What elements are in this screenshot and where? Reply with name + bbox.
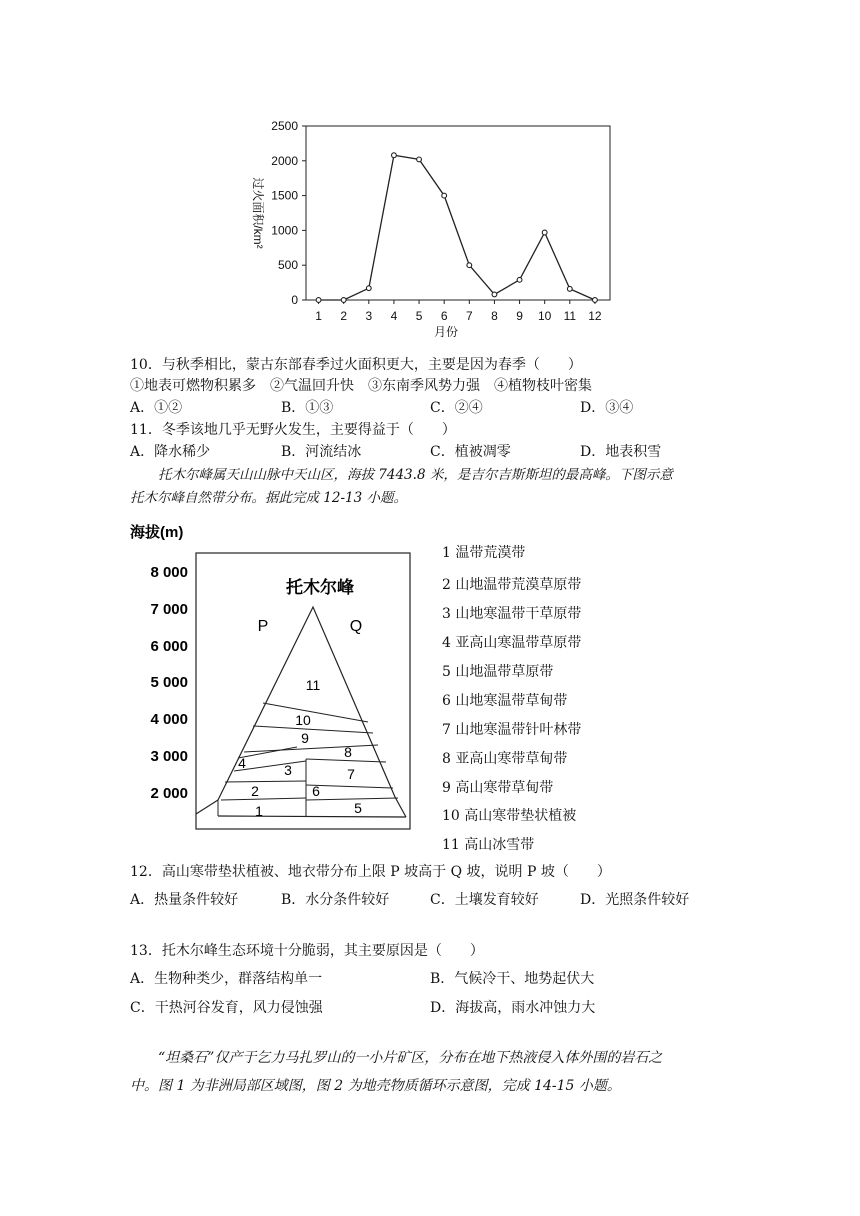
y-axis-label: 过火面积/km² (251, 177, 265, 249)
q11-option-d[interactable]: D．地表积雪 (580, 444, 662, 460)
q10-option-d[interactable]: D．③④ (580, 400, 634, 416)
slope-p-label: P (257, 618, 269, 635)
x-tick-label: 6 (440, 309, 448, 323)
x-tick-label: 4 (390, 309, 398, 323)
x-tick-label: 2 (340, 309, 348, 323)
legend-zone-3: 3 山地寒温带干草原带 (442, 606, 582, 622)
legend-zone-1: 1 温带荒漠带 (442, 545, 526, 561)
x-axis-label: 月份 (433, 325, 459, 339)
x-tick-label: 3 (365, 309, 373, 323)
zone-number: 4 (238, 755, 246, 771)
x-tick-label: 9 (516, 309, 523, 323)
q12-option-c[interactable]: C．土壤发育较好 (430, 892, 539, 908)
legend-zone-5: 5 山地温带草原带 (442, 664, 554, 680)
x-tick-label: 10 (537, 309, 552, 323)
q13-option-d[interactable]: D．海拔高，雨水冲蚀力大 (430, 1000, 596, 1016)
q11-option-b[interactable]: B．河流结冰 (281, 444, 362, 460)
zone-number: 10 (295, 712, 311, 728)
zone-number: 11 (305, 677, 321, 693)
y-tick-label: 2500 (271, 119, 298, 133)
intro-12-13-line1: 托木尔峰属天山山脉中天山区，海拔 7443.8 米，是吉尔吉斯斯坦的最高峰。下图示意 (158, 467, 673, 483)
altitude-tick: 3 000 (150, 748, 188, 765)
data-point (392, 153, 397, 158)
altitude-tick: 7 000 (150, 601, 188, 618)
altitude-tick: 8 000 (150, 564, 188, 581)
intro-14-15-line1: “坦桑石”仅产于乞力马扎罗山的一小片矿区，分布在地下热液侵入体外围的岩石之 (158, 1050, 663, 1066)
q11-stem: 11．冬季该地几乎无野火发生，主要得益于（ ） (130, 422, 456, 438)
intro-12-13-line2: 托木尔峰自然带分布。据此完成 12-13 小题。 (130, 490, 407, 506)
legend-zone-11: 11 高山冰雪带 (442, 837, 535, 853)
legend-zone-8: 8 亚高山寒带草甸带 (442, 751, 568, 767)
series-line (319, 155, 595, 300)
q12-stem: 12．高山寒带垫状植被、地衣带分布上限 P 坡高于 Q 坡，说明 P 坡（ ） (130, 864, 611, 880)
legend-zone-6: 6 山地寒温带草甸带 (442, 693, 568, 709)
q13-stem: 13．托木尔峰生态环境十分脆弱，其主要原因是（ ） (130, 943, 484, 959)
data-point (341, 298, 346, 303)
altitude-axis-title: 海拔(m) (130, 524, 184, 541)
zone-number: 3 (284, 762, 292, 778)
q13-option-b[interactable]: B．气候冷干、地势起伏大 (430, 971, 595, 987)
zone-number: 7 (347, 766, 355, 782)
q10-stem: 10．与秋季相比，蒙古东部春季过火面积更大，主要是因为春季（ ） (130, 357, 582, 373)
altitude-tick: 5 000 (150, 674, 188, 691)
zone-number: 2 (251, 783, 259, 799)
y-tick-label: 2000 (271, 153, 298, 168)
zone-number: 1 (255, 803, 263, 819)
data-point (517, 277, 522, 282)
data-point (542, 230, 547, 235)
legend-zone-10: 10 高山寒带垫状植被 (442, 808, 577, 824)
altitude-tick: 4 000 (150, 711, 188, 728)
x-tick-label: 8 (491, 309, 498, 323)
zone-number: 5 (354, 800, 362, 816)
y-tick-label: 1000 (271, 223, 298, 238)
x-tick-label: 12 (588, 309, 602, 323)
data-point (492, 292, 497, 297)
data-point (417, 157, 422, 162)
x-tick-label: 7 (465, 309, 473, 323)
plot-frame (306, 126, 610, 300)
q10-statements: ①地表可燃物积累多 ②气温回升快 ③东南季风势力强 ④植物枝叶密集 (130, 378, 592, 394)
q12-option-b[interactable]: B．水分条件较好 (281, 892, 390, 908)
tomur-peak-zonation-diagram (130, 515, 430, 840)
legend-zone-9: 9 高山寒带草甸带 (442, 780, 554, 796)
legend-zone-2: 2 山地温带荒漠草原带 (442, 577, 582, 593)
q10-option-b[interactable]: B．①③ (281, 400, 334, 416)
q12-option-d[interactable]: D．光照条件较好 (580, 892, 690, 908)
x-tick-label: 1 (315, 309, 322, 323)
x-tick-label: 5 (415, 309, 423, 323)
q11-option-c[interactable]: C．植被凋零 (430, 444, 511, 460)
zone-number: 9 (301, 730, 309, 746)
q12-option-a[interactable]: A．热量条件较好 (130, 892, 239, 908)
x-tick-label: 11 (563, 309, 577, 323)
intro-14-15-line2: 中。图 1 为非洲局部区域图，图 2 为地壳物质循环示意图，完成 14-15 小题。 (130, 1078, 621, 1094)
data-point (442, 193, 447, 198)
q11-option-a[interactable]: A．降水稀少 (130, 444, 211, 460)
q13-option-a[interactable]: A．生物种类少，群落结构单一 (130, 971, 323, 987)
fire-area-line-chart (240, 112, 620, 344)
q10-option-a[interactable]: A．①② (130, 400, 183, 416)
legend-zone-7: 7 山地寒温带针叶林带 (442, 722, 582, 738)
y-tick-label: 1500 (271, 188, 298, 203)
data-point (593, 298, 598, 303)
y-tick-label: 0 (291, 293, 298, 307)
altitude-tick: 2 000 (150, 785, 188, 802)
peak-name: 托木尔峰 (286, 578, 354, 597)
legend-zone-4: 4 亚高山寒温带草原带 (442, 635, 582, 651)
zone-number: 6 (312, 783, 320, 799)
slope-q-label: Q (349, 618, 363, 635)
data-point (366, 286, 371, 291)
data-point (467, 263, 472, 268)
zone-number: 8 (344, 744, 352, 760)
q10-option-c[interactable]: C．②④ (430, 400, 483, 416)
y-tick-label: 500 (277, 258, 298, 273)
altitude-tick: 6 000 (150, 638, 188, 655)
data-point (316, 298, 321, 303)
q13-option-c[interactable]: C．干热河谷发育，风力侵蚀强 (130, 1000, 323, 1016)
data-point (567, 286, 572, 291)
